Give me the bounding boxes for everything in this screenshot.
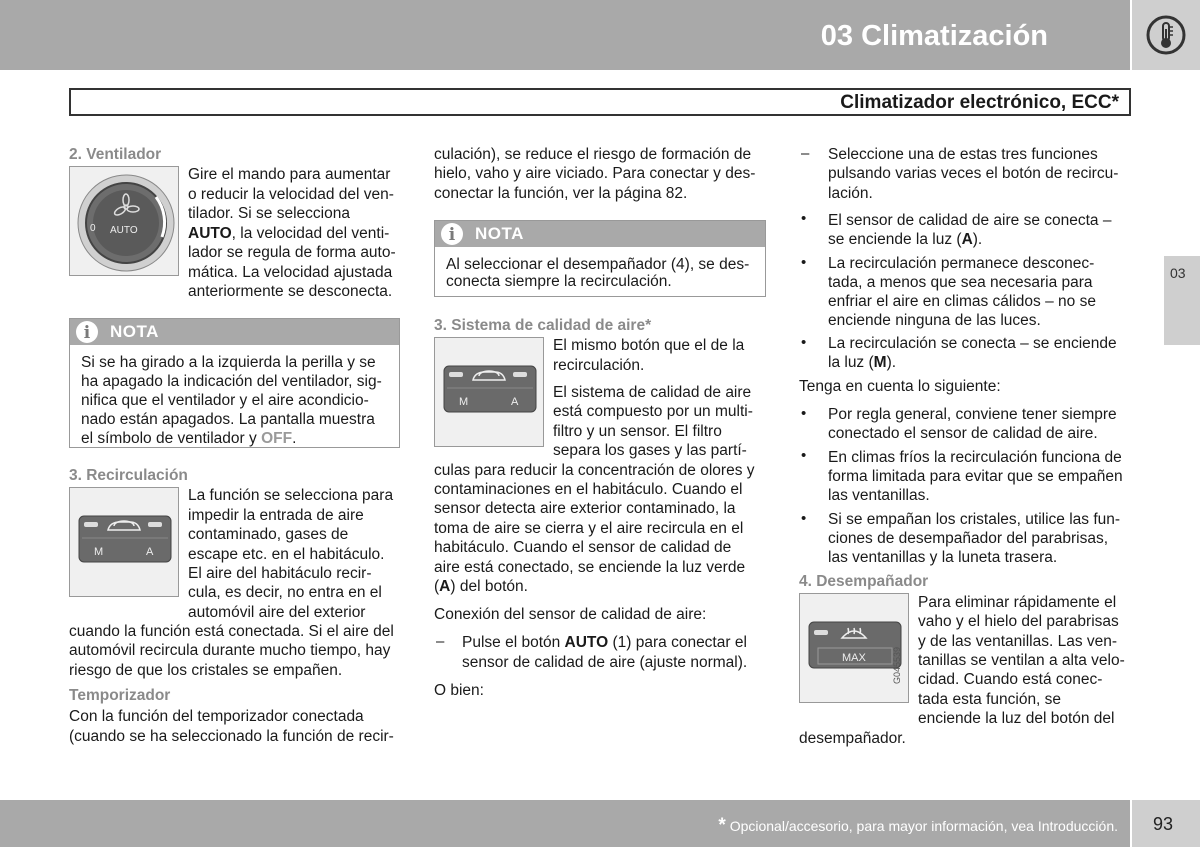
b3-line-2-bold: M (873, 354, 887, 371)
footnote-star: * (718, 815, 726, 836)
b1-line-2-bold: A (961, 231, 973, 248)
b6-line-3: las ventanillas y la luneta trasera. (828, 549, 1058, 566)
recirc-line-6: cula, es decir, no entra en el (188, 584, 382, 601)
b3-line-2-pre: la luz ( (828, 354, 874, 371)
dash-marker: – (801, 145, 810, 162)
recirc-line-2: impedir la entrada de aire (188, 507, 364, 524)
b5-line-2: forma limitada para evitar que se empañen (828, 468, 1123, 485)
ventilador-line-6: mática. La velocidad ajustada (188, 264, 393, 281)
page-number-box (1132, 800, 1200, 847)
recirc-full-2: automóvil recircula durante mucho tiempo, hay (69, 642, 391, 659)
nota1-line-5 (81, 429, 296, 448)
b6-line-2: ciones de desempañador del parabrisas, (828, 530, 1109, 547)
footer-bar (0, 800, 1130, 847)
desemp-side-4: tanillas se ventilan a alta velo- (918, 652, 1125, 669)
col2-top-line-2: hielo, vaho y aire viciado. Para conectar y des- (434, 165, 756, 182)
side-tab-label: 03 (1170, 265, 1186, 281)
fan-knob-figure (69, 166, 179, 276)
dash-line-2: pulsando varias veces el botón de recircu- (828, 165, 1119, 182)
recirc-line-5: El aire del habitáculo recir- (188, 565, 372, 582)
ventilador-line-5: lador se regula de forma auto- (188, 244, 396, 261)
btn-a-label: A (146, 546, 154, 558)
air-quality-button-figure (434, 337, 544, 447)
calidad-full-1: culas para reducir la concentración de olores y (434, 462, 755, 479)
calidad-full-2: contaminaciones en el habitáculo. Cuando el (434, 481, 743, 498)
b4-line-2: conectado el sensor de calidad de aire. (828, 425, 1098, 442)
calidad-side-1: El mismo botón que el de la (553, 337, 745, 354)
nota-box-2 (434, 220, 766, 297)
nota-box-1 (69, 318, 400, 448)
chapter-title: 03 Climatización (820, 20, 1048, 52)
temp-line-1: Con la función del temporizador conectada (69, 708, 364, 725)
calidad-full-7-pre: ( (434, 578, 440, 595)
page-number: 93 (1153, 814, 1174, 834)
chapter-header-bar (0, 0, 1130, 70)
col2-top-line-3: conectar la función, ver la página 82. (434, 185, 688, 202)
b3-line-2-post: ). (886, 354, 897, 371)
ventilador-line-7: anteriormente se desconecta. (188, 283, 393, 300)
ventilador-line-4-rest: , la velocidad del venti- (231, 225, 390, 242)
b2-line-2: tada, a menos que sea necesaria para (828, 274, 1093, 291)
section-title: Climatizador electrónico, ECC* (840, 92, 1119, 113)
calidad-full-5: habitáculo. Cuando el sensor de calidad de (434, 539, 732, 556)
ventilador-line-2: o reducir la velocidad del ven- (188, 186, 394, 203)
nota-header (70, 319, 399, 345)
calidad-full-3: sensor detecta aire exterior contaminado, la (434, 500, 736, 517)
b6-line-1: Si se empañan los cristales, utilice las fun- (828, 511, 1121, 528)
calidad-side-3: El sistema de calidad de aire (553, 384, 752, 401)
nota-label: NOTA (110, 322, 159, 341)
pulse-line-1-post: (1) para conectar el (608, 634, 747, 651)
recirc-line-4: escape etc. en el habitáculo. (188, 546, 385, 563)
fan-knob-illustration (70, 167, 178, 275)
calidad-full-4: toma de aire se cierra y el aire recircula en el (434, 520, 744, 537)
col2-top-line-1: culación), se reduce el riesgo de formación de (434, 146, 752, 163)
b5-line-3: las ventanillas. (828, 487, 930, 504)
btn-m-label: M (459, 396, 469, 408)
desemp-side-5: cidad. Cuando está conec- (918, 671, 1103, 688)
knob-auto-label: AUTO (110, 225, 138, 236)
calidad-side-5: filtro y un sensor. El filtro (553, 423, 722, 440)
air-quality-button-illustration (435, 338, 543, 446)
recirc-line-3: contaminado, gases de (188, 526, 349, 543)
bullet-marker: • (801, 405, 807, 422)
thermometer-icon (1146, 15, 1186, 55)
desemp-side-6: tada esta función, se (918, 691, 1062, 708)
obien-text: O bien: (434, 682, 484, 699)
b2-line-1: La recirculación permanece desconec- (828, 255, 1095, 272)
pulse-line-2: sensor de calidad de aire (ajuste normal). (462, 654, 748, 671)
bullet-marker: • (801, 334, 807, 351)
recirc-line-7: automóvil aire del exterior (188, 604, 366, 621)
auto-bold: AUTO (188, 225, 232, 242)
pulse-line-1 (462, 633, 747, 652)
desemp-side-2: vaho y el hielo del parabrisas (918, 613, 1119, 630)
section-title-box (69, 88, 1131, 116)
recirc-full-1: cuando la función está conectada. Si el aire del (69, 623, 394, 640)
heading-recirculacion: 3. Recirculación (69, 467, 188, 484)
bullet-marker: • (801, 210, 807, 227)
calidad-side-6: separa los gases y las partí- (553, 442, 747, 459)
calidad-full-7-bold: A (439, 578, 451, 595)
ventilador-line-4 (188, 224, 389, 243)
chapter-icon-box (1132, 0, 1200, 70)
dash-line-1: Seleccione una de estas tres funciones (828, 146, 1098, 163)
calidad-full-7 (434, 577, 528, 596)
info-icon: i (76, 321, 98, 343)
btn-m-label: M (94, 546, 104, 558)
max-label: MAX (842, 652, 866, 664)
knob-zero-label: 0 (90, 223, 96, 234)
desemp-side-7: enciende la luz del botón del (918, 710, 1115, 727)
b2-line-4: enciende ninguna de las luces. (828, 312, 1041, 329)
nota-header (435, 221, 765, 247)
nota1-line-4: nado están apagados. La pantalla muestra (81, 411, 375, 428)
b3-line-1: La recirculación se conecta – se enciende (828, 335, 1117, 352)
ventilador-line-1: Gire el mando para aumentar (188, 166, 391, 183)
nota2-line-1: Al seleccionar el desempañador (4), se des- (446, 256, 750, 273)
b1-line-1: El sensor de calidad de aire se conecta – (828, 212, 1112, 229)
nota1-line-3: nifica que el ventilador y el aire acondicio- (81, 392, 369, 409)
bullet-marker: • (801, 254, 807, 271)
pulse-line-1-pre: Pulse el botón (462, 634, 565, 651)
footnote-text: Opcional/accesorio, para mayor información, vea Introducción. (729, 818, 1118, 834)
chapter-side-tab[interactable] (1164, 256, 1200, 345)
nota1-line-2: ha apagado la indicación del ventilador, sig- (81, 373, 382, 390)
recirc-line-1: La función se selecciona para (188, 487, 394, 504)
b3-line-2 (828, 353, 896, 372)
defroster-button-figure (799, 593, 909, 703)
dash-marker: – (436, 633, 445, 650)
heading-desempanador: 4. Desempañador (799, 573, 929, 590)
btn-a-label: A (511, 396, 519, 408)
figure-code: G045539 (892, 646, 902, 684)
heading-temporizador: Temporizador (69, 687, 171, 704)
recirc-full-3: riesgo de que los cristales se empañen. (69, 662, 343, 679)
bullet-marker: • (801, 510, 807, 527)
calidad-side-2: recirculación. (553, 357, 645, 374)
pulse-line-1-bold: AUTO (564, 634, 609, 651)
desemp-side-3: y de las ventanillas. Las ven- (918, 633, 1118, 650)
nota1-line-5-pre: el símbolo de ventilador y (81, 430, 262, 447)
nota1-line-1: Si se ha girado a la izquierda la perilla y se (81, 354, 376, 371)
temp-line-2: (cuando se ha seleccionado la función de recir- (69, 728, 394, 745)
calidad-side-4: está compuesto por un multi- (553, 403, 753, 420)
off-text: OFF (261, 430, 293, 447)
dash-line-3: lación. (828, 185, 873, 202)
ventilador-line-3: tilador. Si se selecciona (188, 205, 350, 222)
conexion-text: Conexión del sensor de calidad de aire: (434, 606, 707, 623)
info-icon: i (441, 223, 463, 245)
b4-line-1: Por regla general, conviene tener siempre (828, 406, 1117, 423)
desemp-side-1: Para eliminar rápidamente el (918, 594, 1117, 611)
heading-calidad-aire: 3. Sistema de calidad de aire* (434, 317, 652, 334)
b1-line-2-post: ). (972, 231, 983, 248)
nota2-line-2: conecta siempre la recirculación. (446, 273, 672, 290)
tenga-text: Tenga en cuenta lo siguiente: (799, 378, 1001, 395)
nota-label: NOTA (475, 224, 524, 243)
desemp-last: desempañador. (799, 730, 906, 747)
b1-line-2-pre: se enciende la luz ( (828, 231, 962, 248)
heading-ventilador: 2. Ventilador (69, 146, 162, 163)
b5-line-1: En climas fríos la recirculación funciona de (828, 449, 1122, 466)
nota1-line-5-end: . (292, 430, 297, 447)
recirc-button-figure (69, 487, 179, 597)
calidad-full-7-post: ) del botón. (450, 578, 528, 595)
b1-line-2 (828, 230, 982, 249)
b2-line-3: enfriar el aire en climas cálidos – no se (828, 293, 1096, 310)
calidad-full-6: aire está conectado, se enciende la luz verde (434, 559, 746, 576)
bullet-marker: • (801, 447, 807, 464)
recirc-button-illustration (70, 488, 178, 596)
footnote (718, 815, 1118, 837)
